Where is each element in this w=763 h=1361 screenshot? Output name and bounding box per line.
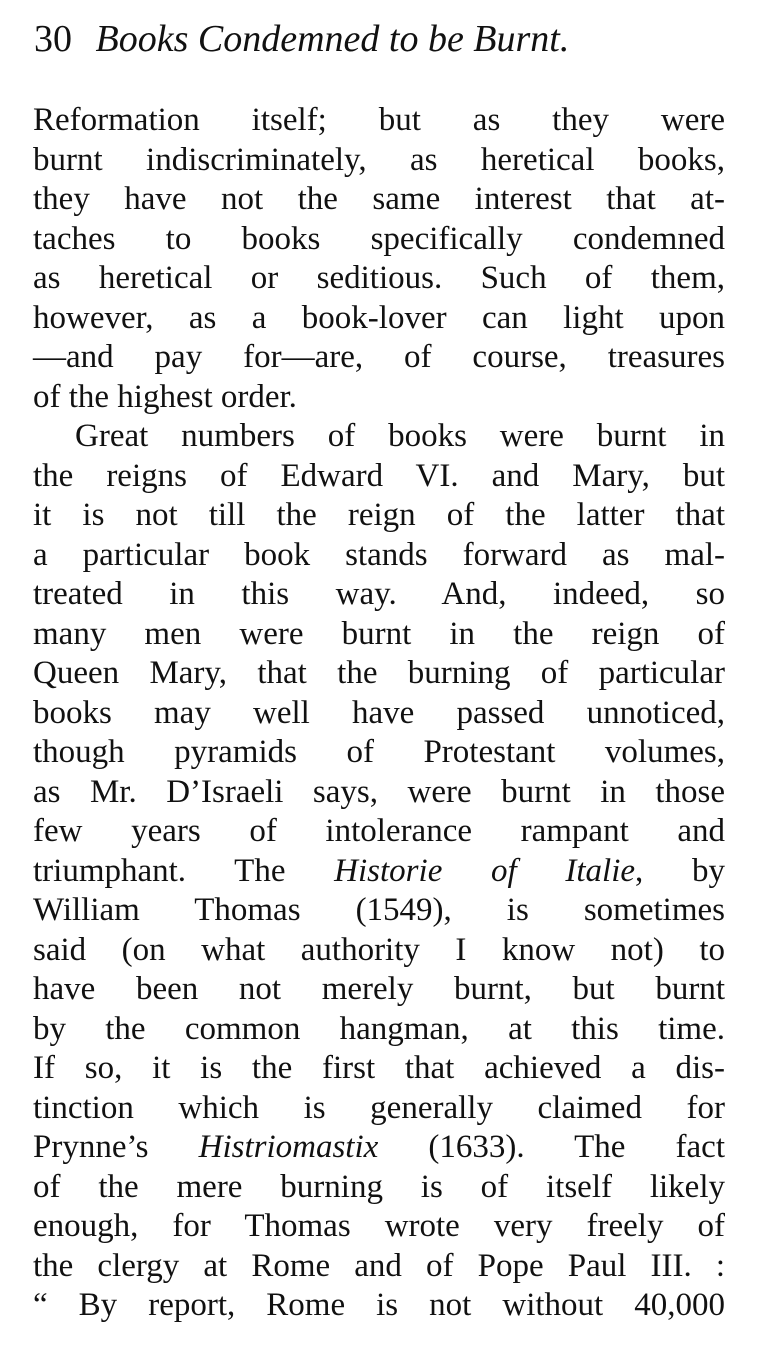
text-run: triumphant. The [33, 852, 335, 889]
text-run: burnt indiscriminately, as heretical books, [33, 141, 725, 178]
text-line [33, 891, 725, 931]
text-run: by the common hangman, at this time. [33, 1010, 725, 1047]
text-run: however, as a book-lover can light upon [33, 299, 725, 336]
text-run: as heretical or seditious. Such of them, [33, 260, 725, 296]
text-run: , by [635, 852, 725, 889]
text-run: treated in this way. And, indeed, so [33, 576, 725, 612]
body-text [33, 101, 725, 1326]
text-line [33, 496, 725, 536]
text-line [33, 812, 725, 852]
text-line [33, 1207, 725, 1247]
text-run: the reigns of Edward VI. and Mary, but [33, 457, 725, 494]
text-run: of the mere burning is of itself likely [33, 1168, 725, 1205]
text-line [33, 1049, 725, 1089]
text-run: taches to books specifically condemned [33, 220, 725, 257]
text-run: William Thomas (1549), is sometimes [33, 892, 725, 928]
text-run: Queen Mary, that the burning of particular [33, 655, 725, 691]
text-run: If so, it is the first that achieved a dis- [33, 1050, 725, 1086]
text-run: the clergy at Rome and of Pope Paul III. : [33, 1247, 725, 1284]
text-line [33, 1286, 725, 1326]
text-run: tinction which is generally claimed for [33, 1089, 725, 1126]
page-header [34, 14, 569, 64]
text-run: Reformation itself; but as they were [33, 102, 725, 138]
text-line [33, 733, 725, 773]
text-run: as Mr. D’Israeli says, were burnt in those [33, 773, 725, 810]
text-line [33, 575, 725, 615]
text-run: “ By report, Rome is not without 40,000 [33, 1287, 725, 1323]
text-line [33, 180, 725, 220]
text-run: Great numbers of books were burnt in [75, 418, 725, 454]
text-run: said (on what authority I know not) to [33, 931, 725, 968]
text-line [33, 694, 725, 734]
text-line [33, 615, 725, 655]
text-line [33, 773, 725, 813]
italic-title: Histriomastix [198, 1129, 379, 1165]
text-line [33, 654, 725, 694]
text-line [33, 536, 725, 576]
text-line [33, 417, 725, 457]
text-line [33, 1010, 725, 1050]
text-line [33, 970, 725, 1010]
text-line [33, 1128, 725, 1168]
text-line [33, 338, 725, 378]
text-line [33, 101, 725, 141]
text-line [33, 259, 725, 299]
text-line [33, 457, 725, 497]
text-line [33, 931, 725, 971]
page-number: 30 [34, 18, 72, 60]
text-line [33, 141, 725, 181]
text-line [33, 1247, 725, 1287]
text-run: (1633). The fact [378, 1129, 726, 1165]
text-line [33, 1089, 725, 1129]
text-run: it is not till the reign of the latter that [33, 497, 725, 533]
text-run: they have not the same interest that at- [33, 181, 725, 217]
text-run: a particular book stands forward as mal- [33, 536, 725, 573]
text-line [33, 220, 725, 260]
text-run: enough, for Thomas wrote very freely of [33, 1208, 725, 1244]
text-run: books may well have passed unnoticed, [33, 694, 725, 731]
text-line [33, 1168, 725, 1208]
text-run: though pyramids of Protestant volumes, [33, 734, 725, 770]
text-run: many men were burnt in the reign of [33, 615, 725, 652]
text-line [33, 378, 725, 418]
running-title: Books Condemned to be Burnt. [95, 18, 570, 60]
text-run: of the highest order. [33, 378, 297, 415]
italic-title: Historie of Italie [334, 852, 636, 889]
text-run: —and pay for—are, of course, treasures [33, 339, 725, 375]
text-run: Prynne’s [33, 1129, 199, 1165]
text-run: few years of intolerance rampant and [33, 813, 725, 849]
text-line [33, 852, 725, 892]
text-line [33, 299, 725, 339]
text-run: have been not merely burnt, but burnt [33, 971, 725, 1007]
